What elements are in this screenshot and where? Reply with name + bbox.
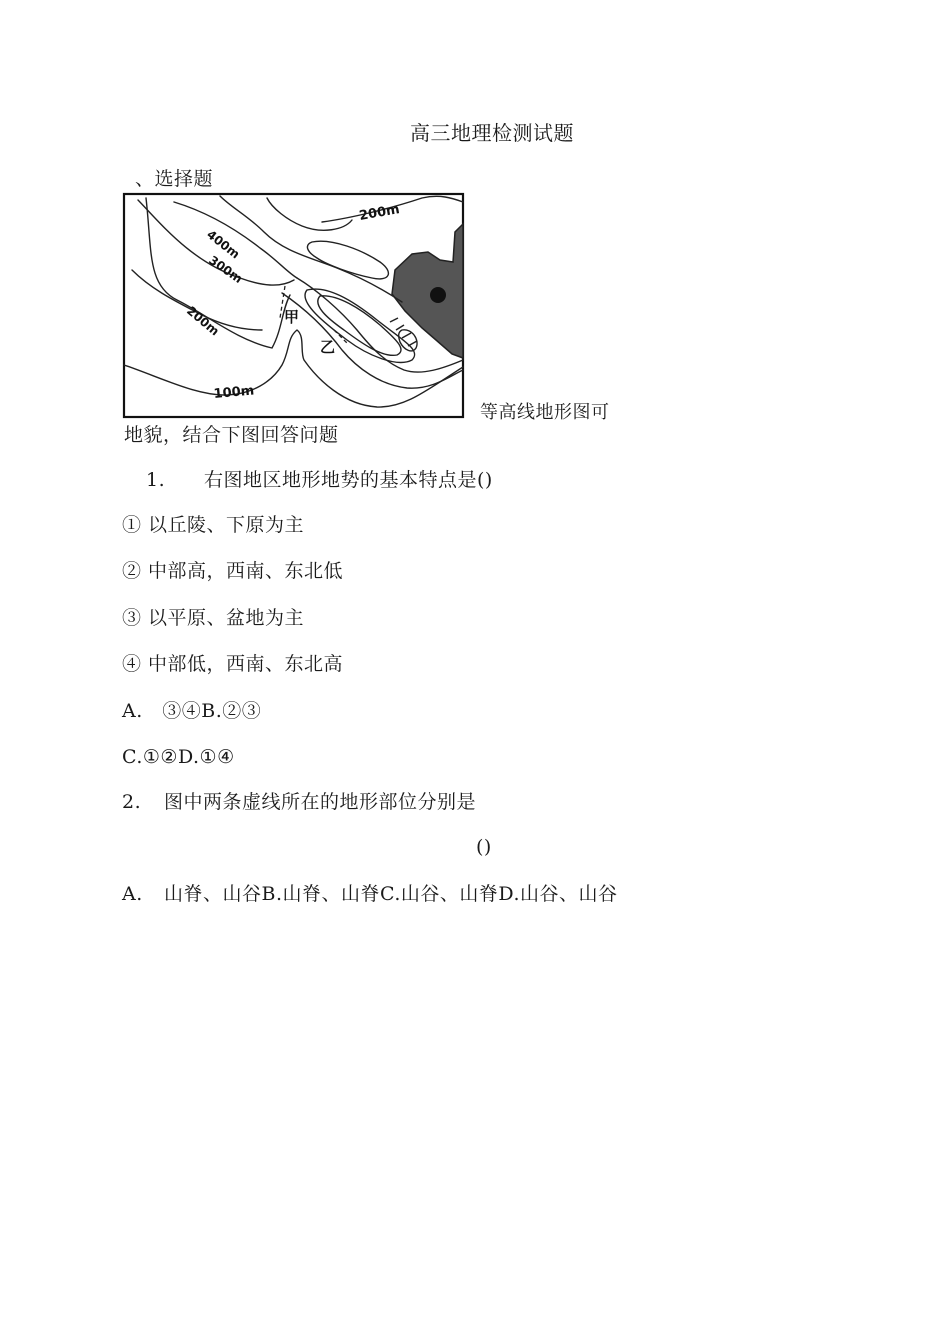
label-400m: 400m bbox=[204, 227, 243, 262]
question-1-text: 右图地区地形地势的基本特点是() bbox=[204, 469, 493, 491]
question-1-number: 1. bbox=[146, 469, 166, 491]
label-200m-left: 200m bbox=[184, 303, 222, 339]
option-1: ① 以丘陵、下原为主 bbox=[122, 514, 305, 536]
label-100m: 100m bbox=[213, 383, 255, 402]
section-heading: 、选择题 bbox=[135, 168, 214, 190]
label-jia: 甲 bbox=[284, 308, 300, 326]
option-4: ④ 中部低，西南、东北高 bbox=[122, 653, 344, 675]
question-2-answer-lead: A. bbox=[122, 883, 143, 905]
label-200m-top: 200m bbox=[358, 202, 401, 224]
option-2: ② 中部高，西南、东北低 bbox=[122, 560, 344, 582]
contour-map bbox=[122, 190, 466, 419]
caption-continuation: 地貌，结合下图回答问题 bbox=[124, 424, 339, 446]
option-3: ③ 以平原、盆地为主 bbox=[122, 607, 305, 629]
answer-choices-ab: A. ③④B.②③ bbox=[122, 700, 262, 722]
question-1 bbox=[146, 468, 493, 492]
label-yi: 乙 bbox=[320, 338, 336, 356]
question-2-number: 2. bbox=[122, 791, 142, 813]
figure-caption: 等高线地形图可 bbox=[480, 402, 610, 423]
answer-bracket: () bbox=[476, 836, 492, 858]
question-2 bbox=[122, 790, 476, 814]
question-2-answers bbox=[122, 882, 618, 906]
lake-dot bbox=[430, 287, 446, 303]
question-2-answer-text: 山脊、山谷B.山脊、山脊C.山谷、山脊D.山谷、山谷 bbox=[164, 883, 618, 905]
label-300m: 300m bbox=[206, 252, 246, 287]
answer-choices-cd: C.①②D.①④ bbox=[122, 746, 235, 768]
document-title: 高三地理检测试题 bbox=[410, 121, 574, 145]
question-2-text: 图中两条虚线所在的地形部位分别是 bbox=[164, 791, 477, 813]
